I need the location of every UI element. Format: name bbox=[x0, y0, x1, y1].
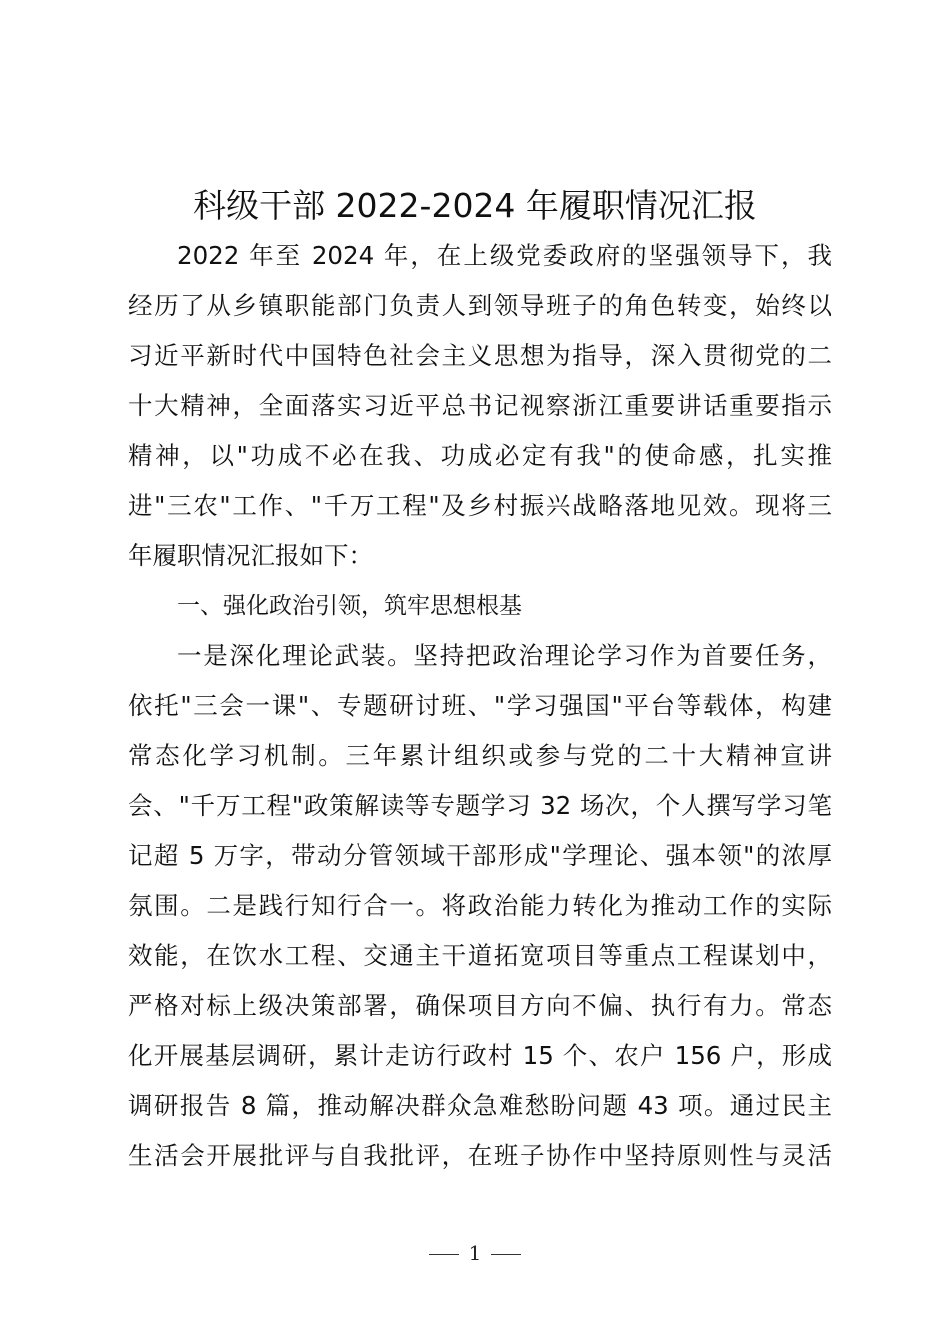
document-title: 科级干部 2022-2024 年履职情况汇报 bbox=[193, 186, 757, 225]
page-number: 1 bbox=[468, 1241, 482, 1265]
page-footer bbox=[0, 1238, 950, 1268]
paragraph-1-line-2: 经历了从乡镇职能部门负责人到领导班子的角色转变，始终以 bbox=[128, 291, 832, 320]
paragraph-3-line-4: 会、"千万工程"政策解读等专题学习 32 场次，个人撰写学习笔 bbox=[128, 791, 832, 820]
paragraph-3-line-8: 严格对标上级决策部署，确保项目方向不偏、执行有力。常态 bbox=[128, 991, 832, 1020]
paragraph-3-line-11: 生活会开展批评与自我批评，在班子协作中坚持原则性与灵活 bbox=[128, 1141, 832, 1170]
footer-dash-left bbox=[429, 1254, 459, 1255]
paragraph-1-line-3: 习近平新时代中国特色社会主义思想为指导，深入贯彻党的二 bbox=[128, 341, 832, 370]
paragraph-1-line-1: 2022 年至 2024 年，在上级党委政府的坚强领导下，我 bbox=[177, 241, 832, 270]
document-body bbox=[128, 231, 832, 1181]
paragraph-3-line-5: 记超 5 万字，带动分管领域干部形成"学理论、强本领"的浓厚 bbox=[128, 841, 832, 870]
paragraph-3-line-9: 化开展基层调研，累计走访行政村 15 个、农户 156 户，形成 bbox=[128, 1041, 832, 1070]
paragraph-3-line-3: 常态化学习机制。三年累计组织或参与党的二十大精神宣讲 bbox=[128, 741, 832, 770]
paragraph-1-line-5: 精神，以"功成不必在我、功成必定有我"的使命感，扎实推 bbox=[128, 441, 832, 470]
paragraph-3-line-6: 氛围。二是践行知行合一。将政治能力转化为推动工作的实际 bbox=[128, 891, 832, 920]
section-heading-1: 一、强化政治引领，筑牢思想根基 bbox=[177, 593, 522, 619]
paragraph-3-line-2: 依托"三会一课"、专题研讨班、"学习强国"平台等载体，构建 bbox=[128, 691, 832, 720]
paragraph-1-line-4: 十大精神，全面落实习近平总书记视察浙江重要讲话重要指示 bbox=[128, 391, 832, 420]
paragraph-3-line-1: 一是深化理论武装。坚持把政治理论学习作为首要任务， bbox=[177, 641, 832, 670]
paragraph-1-line-7: 年履职情况汇报如下： bbox=[128, 541, 373, 570]
paragraph-1-line-6: 进"三农"工作、"千万工程"及乡村振兴战略落地见效。现将三 bbox=[128, 491, 832, 520]
paragraph-3-line-10: 调研报告 8 篇，推动解决群众急难愁盼问题 43 项。通过民主 bbox=[128, 1091, 832, 1120]
footer-dash-right bbox=[491, 1254, 521, 1255]
paragraph-3-line-7: 效能，在饮水工程、交通主干道拓宽项目等重点工程谋划中， bbox=[128, 941, 832, 970]
